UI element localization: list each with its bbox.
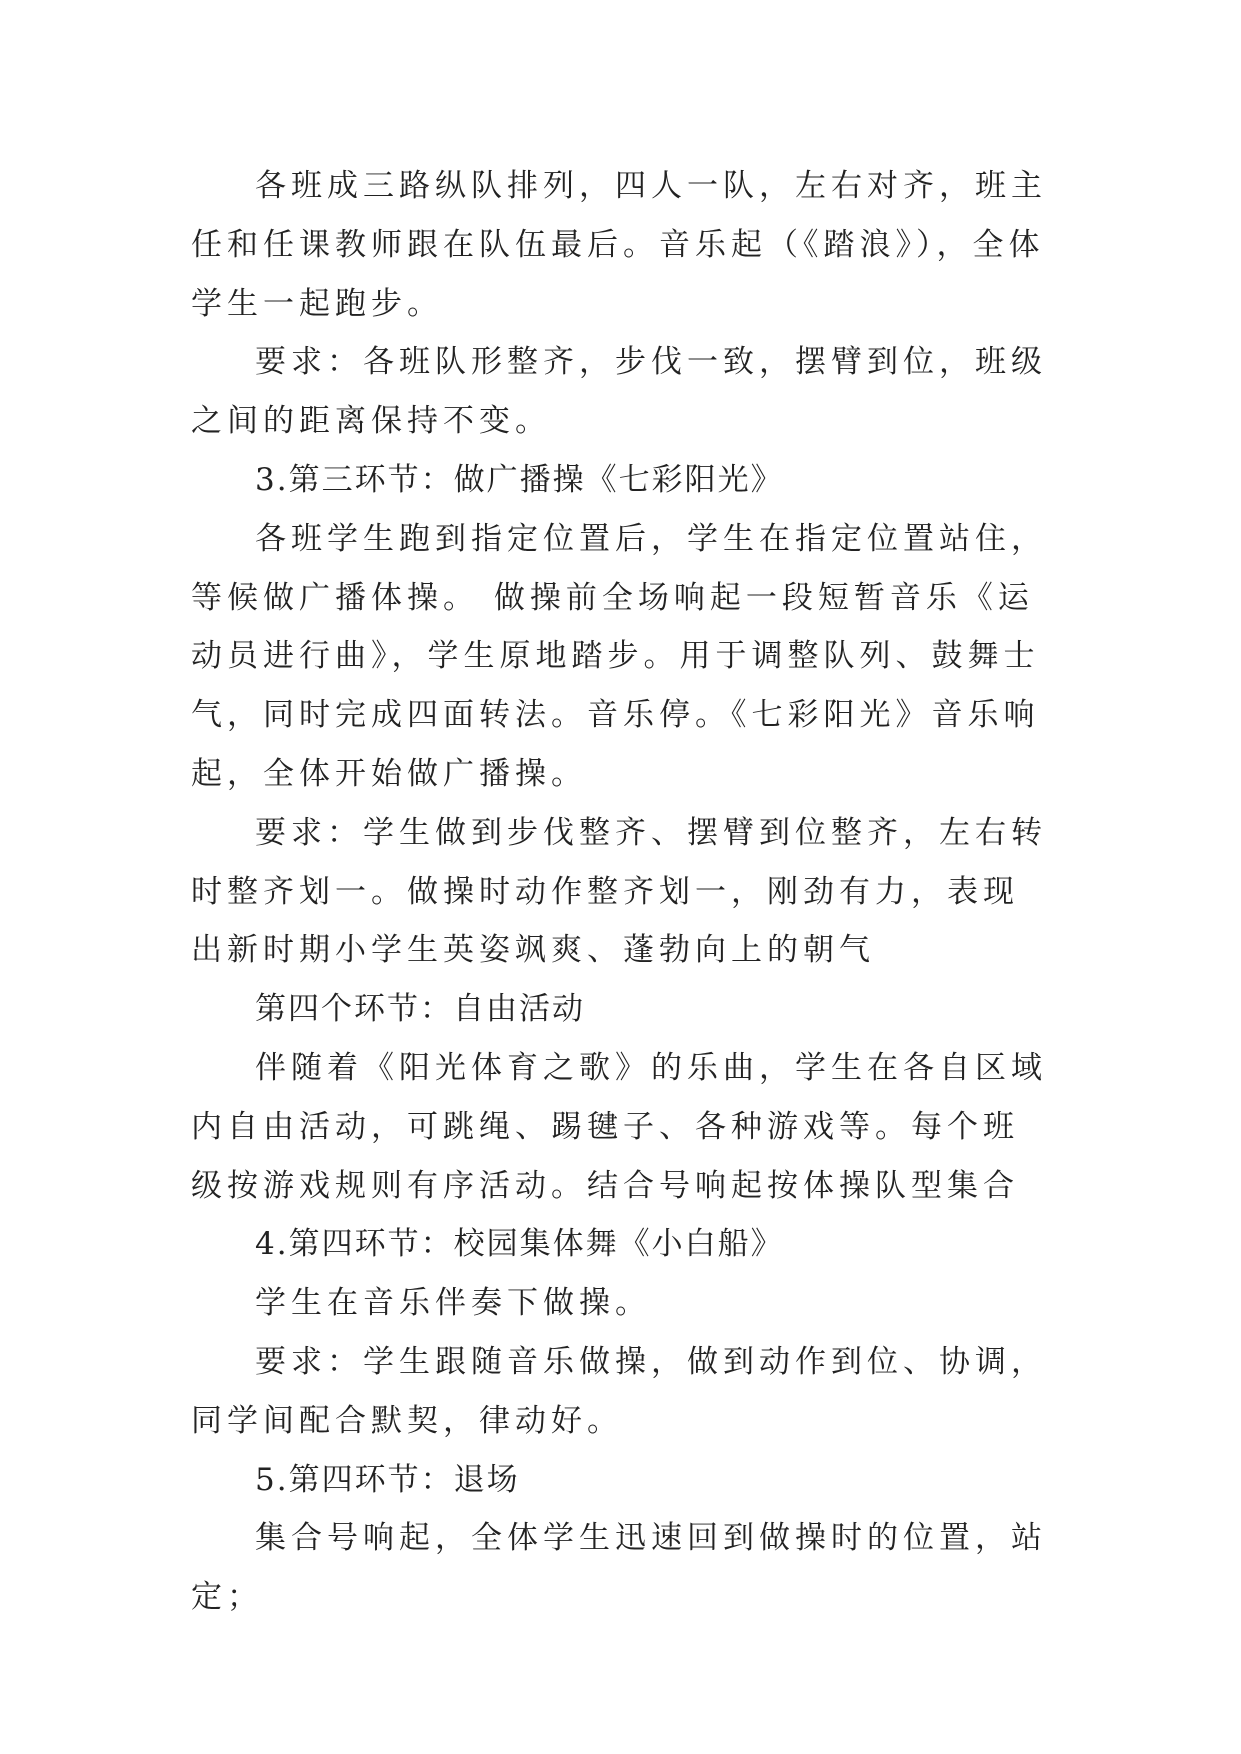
paragraph-broadcast-exercise: 各班学生跑到指定位置后，学生在指定位置站住，等候做广播体操。 做操前全场响起一段短暂音乐《运动员进行曲》，学生原地踏步。用于调整队列、鼓舞士气，同时完成四面转法。音乐停。《七彩阳光》音乐响起，全体开始做广播操。 <box>191 520 1047 792</box>
paragraph-run-requirements: 要求：各班队形整齐，步伐一致，摆臂到位，班级之间的距离保持不变。 <box>191 344 1047 440</box>
paragraph-exercise-requirements: 要求：学生做到步伐整齐、摆臂到位整齐，左右转时整齐划一。做操时动作整齐划一，刚劲有力，表现出新时期小学生英姿飒爽、蓬勃向上的朝气 <box>191 814 1047 969</box>
document-body <box>191 157 1051 1627</box>
section-heading-5: 5.第四环节：退场 <box>255 1461 520 1498</box>
paragraph-dance: 学生在音乐伴奏下做操。 <box>255 1285 651 1322</box>
section-heading-free-activity: 第四个环节：自由活动 <box>255 991 585 1028</box>
paragraph-formation-run: 各班成三路纵队排列，四人一队，左右对齐，班主任和任课教师跟在队伍最后。音乐起（《踏浪》），全体学生一起跑步。 <box>191 168 1047 322</box>
paragraph-dance-requirements: 要求：学生跟随音乐做操，做到动作到位、协调，同学间配合默契，律动好。 <box>191 1343 1047 1439</box>
paragraph-free-activity: 伴随着《阳光体育之歌》的乐曲，学生在各自区域内自由活动，可跳绳、踢毽子、各种游戏等。每个班级按游戏规则有序活动。结合号响起按体操队型集合 <box>191 1049 1047 1204</box>
section-heading-3: 3.第三环节：做广播操《七彩阳光》 <box>255 461 784 498</box>
paragraph-exit: 集合号响起，全体学生迅速回到做操时的位置，站定； <box>191 1520 1047 1616</box>
section-heading-4: 4.第四环节：校园集体舞《小白船》 <box>255 1226 784 1263</box>
